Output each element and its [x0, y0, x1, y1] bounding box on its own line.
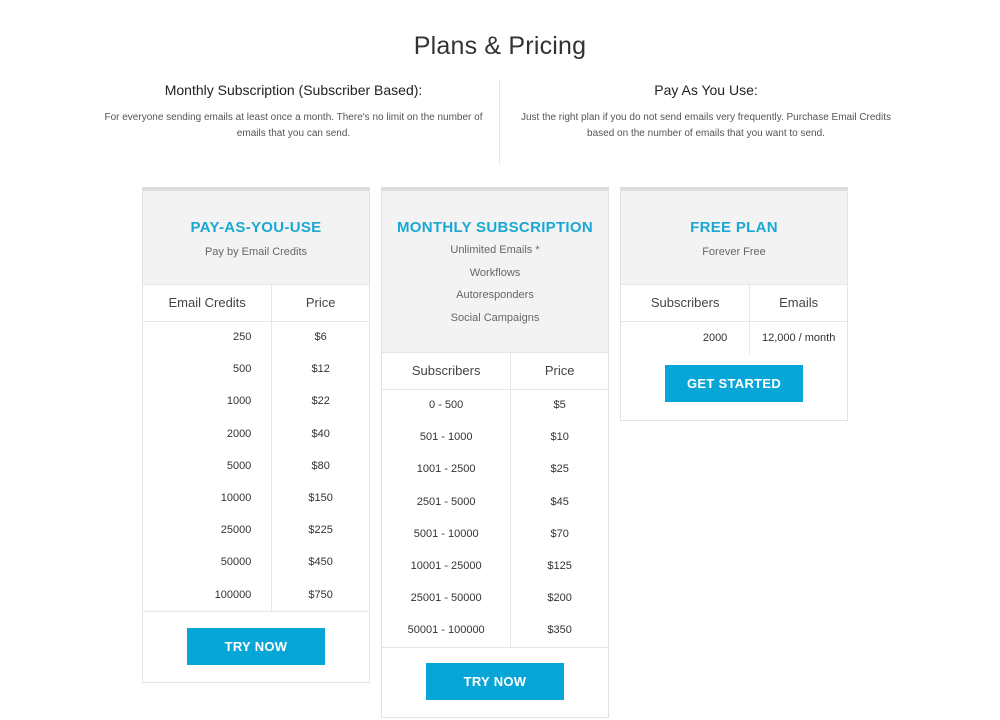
- plan-card-monthly: [381, 187, 609, 718]
- column-header: Price: [511, 353, 608, 389]
- table-row: [382, 486, 608, 518]
- table-cell-primary: 10001 - 25000: [382, 550, 511, 582]
- plan-title: MONTHLY SUBSCRIPTION: [396, 219, 594, 236]
- column-header: Price: [272, 285, 369, 321]
- plan-title: FREE PLAN: [690, 219, 778, 236]
- table-cell-primary: 500: [143, 353, 272, 385]
- intro-payg: [500, 80, 898, 164]
- table-row: [143, 321, 369, 353]
- table-cell-primary: 5001 - 10000: [382, 518, 511, 550]
- plan-header: [143, 191, 369, 285]
- pricing-table: [382, 353, 608, 647]
- intro-monthly-heading: Monthly Subscription (Subscriber Based):: [164, 82, 423, 98]
- feature-list: [382, 239, 608, 329]
- table-cell-secondary: $10: [550, 431, 569, 444]
- table-cell-primary: 1000: [143, 385, 272, 417]
- table-cell-secondary: $450: [308, 556, 333, 569]
- table-row: [382, 421, 608, 453]
- table-cell-primary: 5000: [143, 450, 272, 482]
- table-row: [621, 321, 847, 354]
- table-cell-secondary: $750: [308, 588, 333, 601]
- feature-item: Unlimited Emails *: [450, 244, 540, 256]
- table-cell-secondary: $22: [311, 395, 330, 408]
- table-cell-secondary: $125: [547, 560, 572, 573]
- pricing-table: [621, 285, 847, 354]
- table-cell-secondary: $150: [308, 492, 333, 505]
- feature-item: Social Campaigns: [450, 311, 540, 324]
- table-cell-primary: 25000: [143, 514, 272, 546]
- table-row: [143, 353, 369, 385]
- button-area: [143, 611, 369, 682]
- table-row: [382, 518, 608, 550]
- table-header-row: [382, 353, 608, 389]
- table-cell-secondary: $350: [547, 624, 572, 637]
- table-cell-primary: 2000: [621, 321, 750, 354]
- table-cell-secondary: $45: [550, 495, 569, 508]
- intro-payg-text: Just the right plan if you do not send emails very frequently. Purchase Email Credits based on the number of emails that you want to send.: [521, 112, 891, 139]
- table-cell-secondary: $200: [547, 592, 572, 605]
- table-header-row: [143, 285, 369, 321]
- try-now-button[interactable]: TRY NOW: [187, 628, 325, 665]
- table-row: [382, 453, 608, 485]
- table-cell-secondary: $225: [308, 524, 333, 537]
- table-cell-secondary: 12,000 / month: [761, 331, 836, 344]
- table-cell-primary: 50001 - 100000: [382, 614, 511, 646]
- table-cell-secondary: $70: [550, 527, 569, 540]
- feature-item: Workflows: [469, 266, 521, 279]
- table-row: [382, 550, 608, 582]
- table-row: [143, 418, 369, 450]
- table-cell-secondary: $40: [311, 427, 330, 440]
- table-cell-primary: 2501 - 5000: [382, 486, 511, 518]
- table-row: [143, 450, 369, 482]
- plan-subtitle: Forever Free: [702, 246, 766, 258]
- intro-monthly: [102, 80, 500, 164]
- table-row: [143, 385, 369, 417]
- table-cell-primary: 1001 - 2500: [382, 453, 511, 485]
- get-started-button[interactable]: GET STARTED: [665, 365, 803, 402]
- pricing-table: [143, 285, 369, 611]
- table-cell-secondary: $6: [314, 331, 327, 344]
- plan-title: PAY-AS-YOU-USE: [190, 219, 322, 236]
- table-row: [143, 482, 369, 514]
- column-header: Email Credits: [143, 285, 272, 321]
- table-row: [143, 546, 369, 578]
- button-area: [621, 354, 847, 420]
- button-area: [382, 647, 608, 717]
- intro-payg-heading: Pay As You Use:: [654, 82, 758, 98]
- intro-monthly-text: For everyone sending emails at least once a month. There's no limit on the number of emails that you can send.: [104, 112, 483, 139]
- plan-card-payg: [142, 187, 370, 683]
- column-header: Subscribers: [621, 285, 750, 321]
- plan-header: [621, 191, 847, 285]
- plan-subtitle: Pay by Email Credits: [204, 246, 308, 258]
- table-cell-primary: 2000: [143, 418, 272, 450]
- table-cell-secondary: $25: [550, 463, 569, 476]
- table-cell-primary: 50000: [143, 546, 272, 578]
- table-cell-primary: 250: [143, 321, 272, 353]
- table-row: [143, 579, 369, 611]
- table-cell-primary: 501 - 1000: [382, 421, 511, 453]
- table-cell-secondary: $80: [311, 459, 330, 472]
- table-row: [382, 582, 608, 614]
- plan-intro: [102, 80, 898, 164]
- table-row: [382, 389, 608, 421]
- table-cell-secondary: $5: [553, 399, 566, 412]
- plan-header: [382, 191, 608, 353]
- table-row: [143, 514, 369, 546]
- table-cell-primary: 25001 - 50000: [382, 582, 511, 614]
- table-cell-primary: 100000: [143, 579, 272, 611]
- table-header-row: [621, 285, 847, 321]
- plan-card-free: [620, 187, 848, 421]
- table-row: [382, 614, 608, 646]
- try-now-button[interactable]: TRY NOW: [426, 663, 564, 700]
- column-header: Subscribers: [382, 353, 511, 389]
- table-cell-secondary: $12: [311, 363, 330, 376]
- table-cell-primary: 10000: [143, 482, 272, 514]
- feature-item: Autoresponders: [456, 289, 534, 301]
- table-cell-primary: 0 - 500: [382, 389, 511, 421]
- column-header: Emails: [750, 285, 847, 321]
- page-title: Plans & Pricing: [413, 32, 587, 60]
